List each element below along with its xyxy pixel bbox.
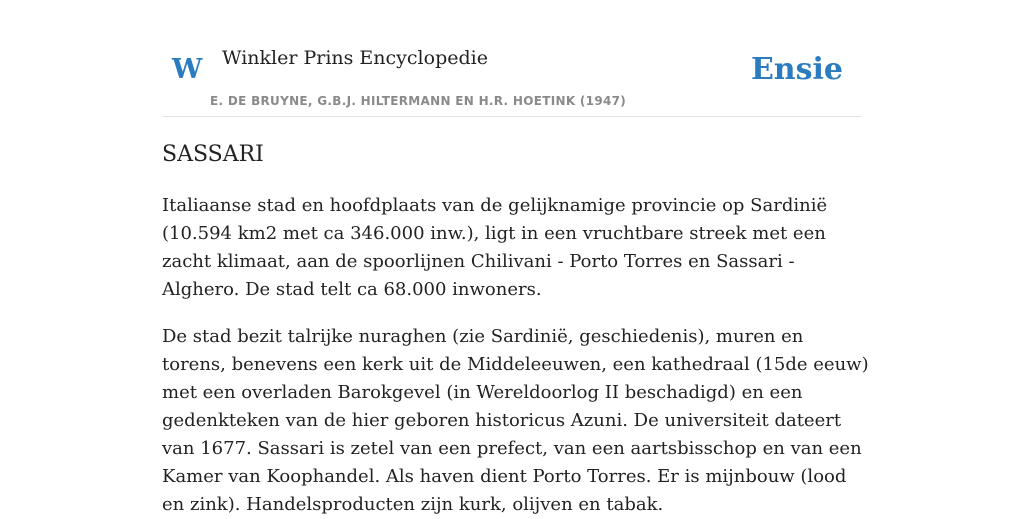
publication-title[interactable]: Winkler Prins Encyclopedie <box>222 47 488 69</box>
winkler-prins-logo[interactable]: W <box>172 54 203 85</box>
article-paragraph-1: Italiaanse stad en hoofdplaats van de gelijknamige provincie op Sardinië (10.594 km2 met ca 346.000 inw.), ligt in een vruchtbare streek met een zacht klimaat, aan de spoorlijnen Chilivani - Porto Torres en Sassari - Alghero. De stad telt ca 68.000 inwoners. <box>162 195 828 300</box>
authors-line: E. DE BRUYNE, G.B.J. HILTERMANN EN H.R. HOETINK (1947) <box>210 94 627 108</box>
ensie-logo[interactable]: Ensie <box>750 52 843 87</box>
header <box>162 0 862 117</box>
article-paragraph-2: De stad bezit talrijke nuraghen (zie Sardinië, geschiedenis), muren en torens, benevens een kerk uit de Middeleeuwen, een kathedraal (15de eeuw) met een overladen Barokgevel (in Wereldoorlog II beschadigd) en een gedenkteken van de hier geboren historicus Azuni. De universiteit dateert van 1677. Sassari is zetel van een prefect, van een aartsbisschop en van een Kamer van Koophandel. Als haven dient Porto Torres. Er is mijnbouw (lood en zink). Handelsproducten zijn kurk, olijven en tabak. <box>162 326 869 515</box>
article-title: SASSARI <box>162 142 264 167</box>
page <box>162 0 869 515</box>
